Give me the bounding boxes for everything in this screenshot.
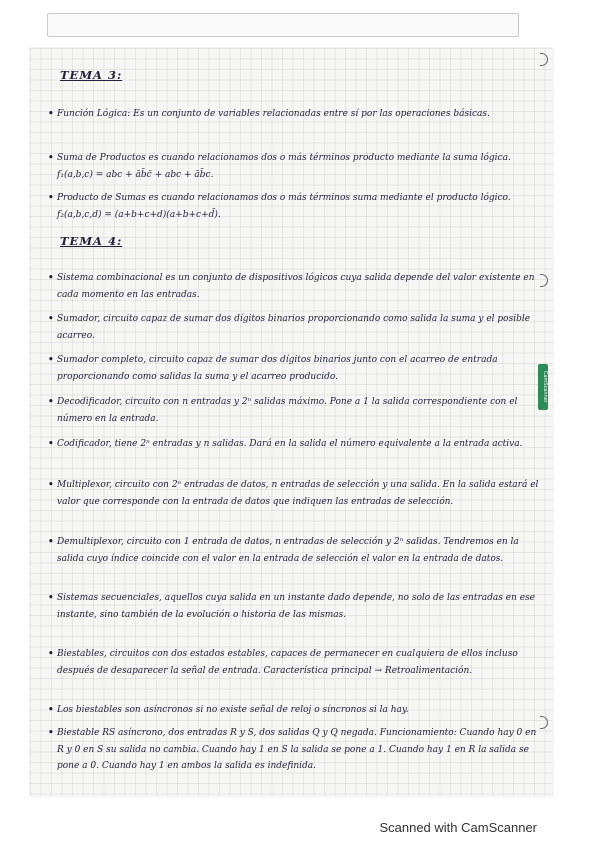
bullet-dot: • <box>48 537 54 547</box>
bullet-text: Sistema combinacional es un conjunto de dispositivos lógicos cuya salida depende del valor existente en cada momento en las entradas. <box>57 273 535 300</box>
bullet-text: Sumador completo, circuito capaz de sumar dos dígitos binarios junto con el acarreo de entrada proporcionando como salidas la suma y el acarreo producido. <box>57 355 498 382</box>
bullet-text: Multiplexor, circuito con 2ⁿ entradas de datos, n entradas de selección y una salida. En la salida estará el valor que corresponde con la entrada de datos que indiquen las entradas de selección. <box>57 480 539 507</box>
bullet-funcion-logica <box>48 106 544 123</box>
bullet-text: Función Lógica: Es un conjunto de variables relacionadas entre sí por las operaciones básicas. <box>57 109 490 119</box>
bullet-text: Producto de Sumas es cuando relacionamos dos o más términos suma mediante el producto lógico. f₂(a,b,c,d) = (a+b+c+d)(a+b+c+d̄). <box>57 193 511 220</box>
bullet-dot: • <box>48 153 54 163</box>
camscanner-side-tab: CamScanner <box>538 364 548 410</box>
bullet-dot: • <box>48 109 54 119</box>
bullet-dot: • <box>48 397 54 407</box>
bullet-decodificador <box>48 394 544 427</box>
bullet-text: Demultiplexor, circuito con 1 entrada de datos, n entradas de selección y 2ⁿ salidas. Tendremos en la salida cuyo índice coincide con el valor en la entrada de selección el valor en la entrada de datos. <box>57 537 519 564</box>
bullet-dot: • <box>48 705 54 715</box>
notebook-page <box>30 48 553 796</box>
bullet-biestables <box>48 646 544 679</box>
bullet-dot: • <box>48 193 54 203</box>
heading-tema-3: TEMA 3: <box>60 68 123 82</box>
bullet-text: Los biestables son asíncronos si no existe señal de reloj o síncronos si la hay. <box>57 705 409 715</box>
bullet-dot: • <box>48 728 54 738</box>
bullet-text: Biestables, circuitos con dos estados estables, capaces de permanecer en cualquiera de ellos incluso después de desaparecer la señal de entrada. Característica principal → Retroalimentación. <box>57 649 518 676</box>
bullet-dot: • <box>48 649 54 659</box>
bullet-sumador-completo <box>48 352 544 385</box>
bullet-suma-productos <box>48 150 544 183</box>
bullet-dot: • <box>48 355 54 365</box>
bullet-biestables-asincronos <box>48 702 544 719</box>
bullet-producto-sumas <box>48 190 544 223</box>
bullet-dot: • <box>48 273 54 283</box>
bullet-text: Sumador, circuito capaz de sumar dos dígitos binarios proporcionando como salida la suma y el posible acarreo. <box>57 314 531 341</box>
bullet-text: Biestable RS asíncrono, dos entradas R y S, dos salidas Q y Q negada. Funcionamiento: Cuando hay 0 en R y 0 en S su salida no cambia. Cuando hay 1 en S la salida se pone a 1. Cuando hay 1 en R la salida se pone a 0. Cuando hay 1 en ambos la salida es indefinida. <box>57 728 537 771</box>
bullet-sistema-combinacional <box>48 270 544 303</box>
bullet-dot: • <box>48 314 54 324</box>
bullet-multiplexor <box>48 477 544 510</box>
bullet-dot: • <box>48 480 54 490</box>
bullet-sumador <box>48 311 544 344</box>
bullet-biestable-rs <box>48 725 544 775</box>
bullet-text: Decodificador, circuito con n entradas y 2ⁿ salidas máximo. Pone a 1 la salida correspondiente con el número en la entrada. <box>57 397 518 424</box>
bullet-dot: • <box>48 439 54 449</box>
bullet-text: Codificador, tiene 2ⁿ entradas y n salidas. Dará en la salida el número equivalente a la entrada activa. <box>57 439 523 449</box>
bullet-text: Sistemas secuenciales, aquellos cuya salida en un instante dado depende, no solo de las entradas en ese instante, sino también de la evolución o historia de las mismas. <box>57 593 535 620</box>
bullet-dot: • <box>48 593 54 603</box>
top-bar <box>47 13 519 37</box>
bullet-codificador <box>48 436 544 453</box>
heading-tema-4: TEMA 4: <box>60 234 123 248</box>
bullet-demultiplexor <box>48 534 544 567</box>
bullet-sistemas-secuenciales <box>48 590 544 623</box>
bullet-text: Suma de Productos es cuando relacionamos dos o más términos producto mediante la suma lógica. f₁(a,b,c) = abc + āb̄c̄ + abc + āb̄c. <box>57 153 511 180</box>
footer-watermark: Scanned with CamScanner <box>379 820 537 835</box>
